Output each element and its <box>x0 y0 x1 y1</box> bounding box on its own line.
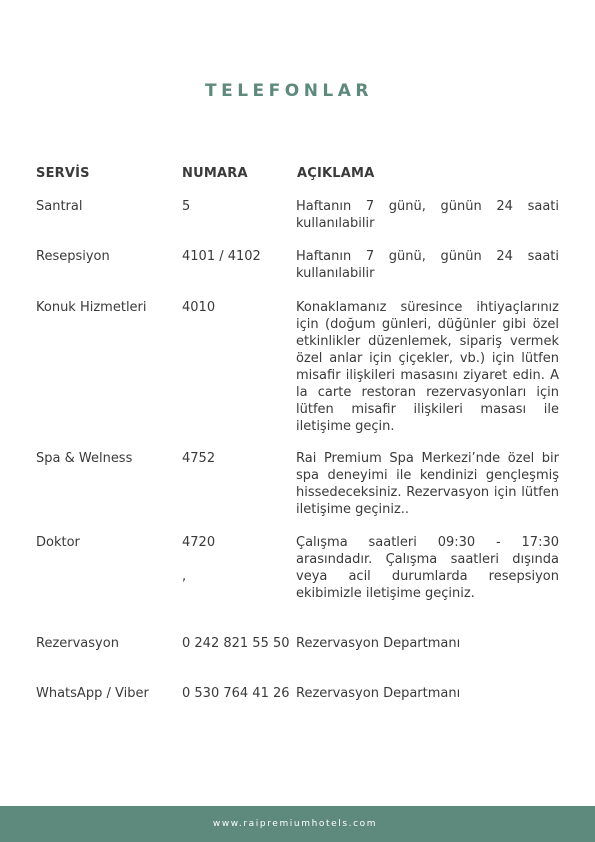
column-header-number: NUMARA <box>182 166 248 181</box>
service-description: Rezervasyon Departmanı <box>296 686 461 701</box>
website-link[interactable]: www.raipremiumhotels.com <box>212 819 378 829</box>
phone-number: 4720 , <box>182 535 216 584</box>
page-title: TELEFONLAR <box>204 81 374 101</box>
phone-number: 4101 / 4102 <box>182 249 261 264</box>
phone-number: 5 <box>182 199 191 214</box>
phone-number: 0 242 821 55 50 <box>182 636 290 651</box>
service-name: WhatsApp / Viber <box>36 686 149 701</box>
service-name: Doktor <box>36 535 80 550</box>
service-description: Rai Premium Spa Merkezi’nde özel bir spa deneyimi ile kendinizi gençleşmiş hissedeceksiniz. Rezervasyon için lütfen iletişime geçiniz.. <box>296 451 559 517</box>
service-description: Haftanın 7 günü, günün 24 saati kullanılabilir <box>296 199 559 231</box>
column-header-service: SERVİS <box>36 166 90 181</box>
service-name: Rezervasyon <box>36 636 119 651</box>
phone-number: 0 530 764 41 26 <box>182 686 290 701</box>
service-description: Çalışma saatleri 09:30 - 17:30 arasındadır. Çalışma saatleri dışında veya acil durumlarda resepsiyon ekibimizle iletişime geçiniz. <box>296 535 559 601</box>
service-description: Haftanın 7 günü, günün 24 saati kullanılabilir <box>296 249 559 281</box>
service-name: Resepsiyon <box>36 249 110 264</box>
service-name: Santral <box>36 199 83 214</box>
service-name: Spa & Welness <box>36 451 133 466</box>
footer-bar <box>0 806 595 842</box>
service-name: Konuk Hizmetleri <box>36 300 147 315</box>
phone-number: 4010 <box>182 300 216 315</box>
phone-number: 4752 <box>182 451 216 466</box>
column-header-description: AÇIKLAMA <box>297 166 375 181</box>
service-description: Rezervasyon Departmanı <box>296 636 461 651</box>
service-description: Konaklamanız süresince ihtiyaçlarınız için (doğum günleri, düğünler gibi özel etkinlikler düzenlemek, sipariş vermek özel anlar için çiçekler, vb.) için lütfen misafir ilişkileri masasını ziyaret edin. A la carte restoran rezervasyonları için lütfen misafir ilişkileri masası ile iletişime geçin. <box>296 300 559 434</box>
